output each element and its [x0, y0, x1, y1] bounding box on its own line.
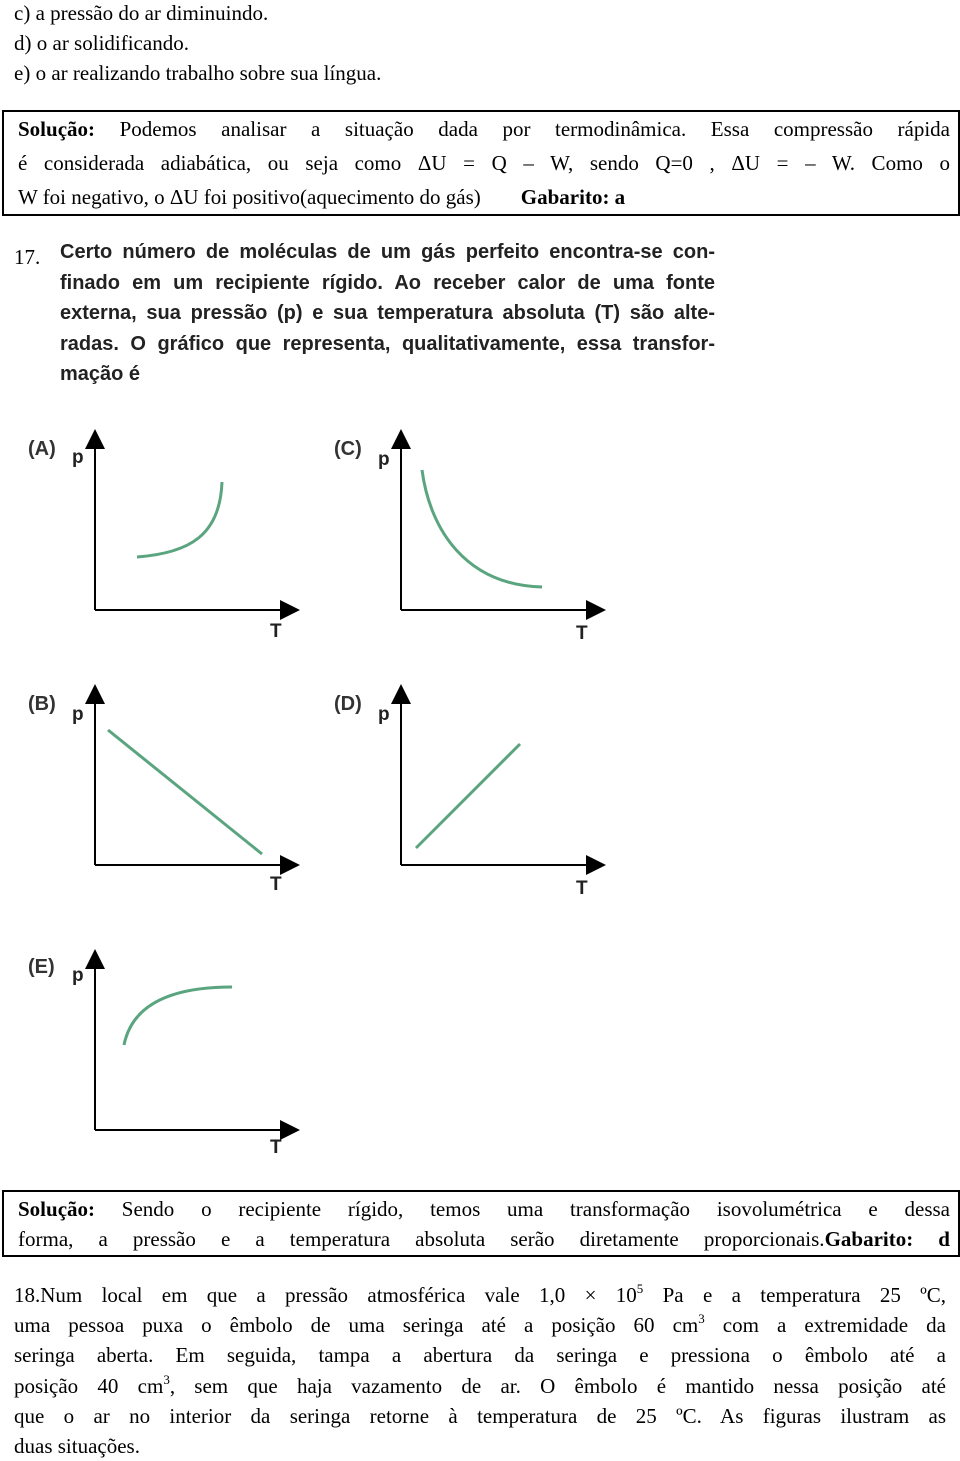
- q18-line: duas situações.: [14, 1434, 140, 1459]
- solution-16-text-1: Podemos analisar a situação dada por termodinâmica. Essa compressão rápida: [95, 117, 950, 141]
- solution-17-line-2: [18, 1224, 950, 1254]
- question-17-statement: [60, 237, 715, 390]
- statement-line: Certo número de moléculas de um gás perfeito encontra-se con-: [60, 241, 715, 263]
- solution-16-line-3: [18, 182, 625, 212]
- statement-line: mação é: [60, 363, 141, 385]
- curve: [422, 470, 542, 587]
- y-axis-label: p: [72, 704, 84, 725]
- solution-17-text-2: forma, a pressão e a temperatura absoluta serão diretamente proporcionais.: [18, 1227, 825, 1251]
- y-axis-label: p: [72, 965, 84, 986]
- q18-line: 18.Num local em que a pressão atmosférica vale $1,0 \times 10^5$ Pa e a temperatura 25 ºC,: [14, 1281, 946, 1307]
- graph-letter: (A): [28, 438, 56, 460]
- graph-letter: (D): [334, 693, 362, 715]
- question-18: [14, 1280, 946, 1461]
- graph-d: [326, 680, 616, 900]
- solution-box-17: [2, 1190, 960, 1257]
- curve: [416, 744, 520, 848]
- graph-letter: (B): [28, 693, 56, 715]
- x-axis-label: T: [270, 621, 282, 642]
- statement-line: radas. O gráfico que representa, qualitativamente, essa transfor-: [60, 332, 715, 355]
- graph-b: [20, 680, 310, 900]
- solution-label: Solução:: [18, 1197, 96, 1221]
- graph-e: [20, 945, 310, 1165]
- graph-letter: (E): [28, 956, 55, 978]
- solution-16-line-1: [18, 114, 950, 144]
- x-axis-label: T: [576, 878, 588, 899]
- q18-line: posição 40 $cm^3$, sem que haja vazamento de ar. O êmbolo é mantido nessa posição até: [14, 1371, 946, 1398]
- solution-17-text-1: Sendo o recipiente rígido, temos uma transformação isovolumétrica e dessa: [95, 1197, 950, 1221]
- option-e: e) o ar realizando trabalho sobre sua língua.: [14, 61, 382, 85]
- solution-label: Solução:: [18, 117, 96, 141]
- solution-box-16: [2, 110, 960, 216]
- solution-17-line-1: [18, 1194, 950, 1224]
- answer-key: Gabarito: d: [824, 1227, 950, 1251]
- statement-line: finado em um recipiente rígido. Ao receber calor de uma fonte: [60, 271, 715, 294]
- y-axis-label: p: [378, 704, 390, 725]
- graph-letter: (C): [334, 438, 362, 460]
- curve: [108, 730, 262, 854]
- q18-line: seringa aberta. Em seguida, tampa a abertura da seringa e pressiona o êmbolo até a: [14, 1343, 946, 1368]
- y-axis-label: p: [378, 449, 390, 470]
- q18-line: uma pessoa puxa o êmbolo de uma seringa até a posição 60 $cm^3$ com a extremidade da: [14, 1311, 946, 1338]
- question-17-number: 17.: [14, 245, 41, 269]
- answer-key: Gabarito: a: [520, 185, 626, 209]
- option-d: d) o ar solidificando.: [14, 31, 189, 55]
- x-axis-label: T: [576, 623, 588, 644]
- x-axis-label: T: [270, 1137, 282, 1158]
- graph-a: [20, 425, 310, 645]
- solution-16-text-3: W foi negativo, o ΔU foi positivo(aquecimento do gás): [18, 185, 481, 209]
- y-axis-label: p: [72, 447, 84, 468]
- solution-16-line-2: é considerada adiabática, ou seja como ΔU = Q – W, sendo Q=0 , ΔU = – W. Como o: [18, 151, 950, 175]
- curve: [124, 987, 232, 1045]
- q18-line: que o ar no interior da seringa retorne à temperatura de 25 ºC. As figuras ilustram as: [14, 1403, 946, 1428]
- statement-line: externa, sua pressão (p) e sua temperatura absoluta (T) são alte-: [60, 302, 715, 324]
- graph-c: [326, 425, 616, 645]
- option-c: c) a pressão do ar diminuindo.: [14, 1, 269, 25]
- x-axis-label: T: [270, 874, 282, 895]
- curve: [137, 482, 222, 557]
